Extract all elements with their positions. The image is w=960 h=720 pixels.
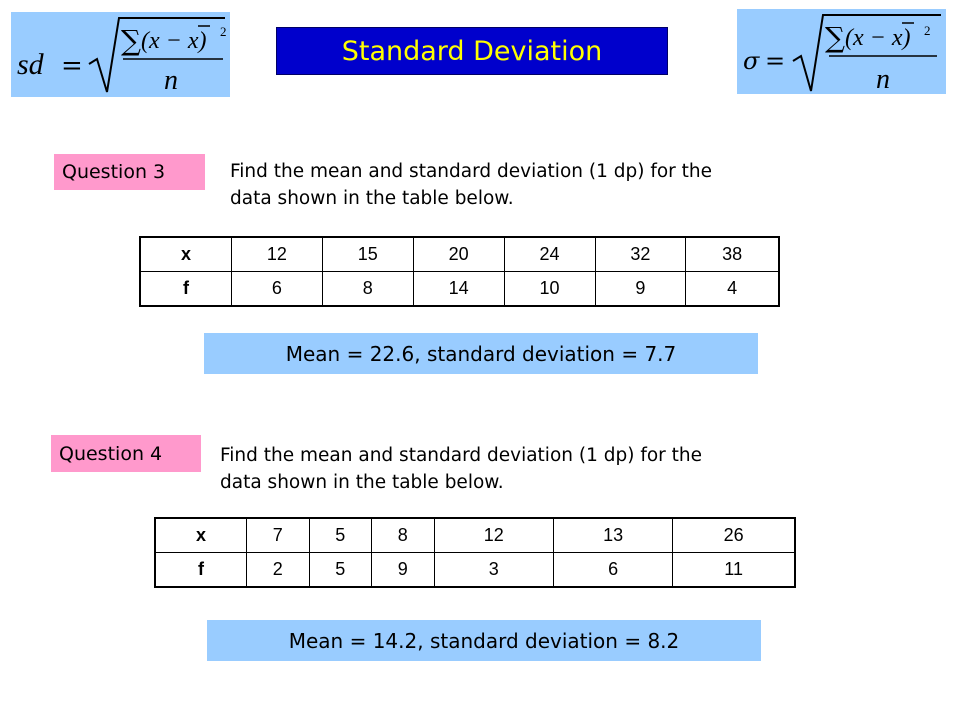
question4-table (154, 517, 796, 588)
table-cell: 12 (232, 237, 323, 272)
row-header-x: x (155, 518, 247, 553)
table-cell: 2 (247, 553, 310, 588)
table-row-x (140, 237, 779, 272)
formula-symbol: σ (743, 47, 760, 75)
svg-text:(x − x): (x − x) (141, 28, 207, 54)
table-row-x (155, 518, 795, 553)
table-cell: 26 (673, 518, 795, 553)
question4-answer: Mean = 14.2, standard deviation = 8.2 (207, 620, 761, 661)
svg-text:=: = (765, 47, 786, 75)
svg-text:∑: ∑ (121, 24, 141, 57)
question3-text-line1: Find the mean and standard deviation (1 dp) for the (230, 161, 712, 182)
table-cell: 6 (553, 553, 672, 588)
title-banner (276, 27, 668, 75)
table-cell: 32 (595, 237, 686, 272)
question3-answer: Mean = 22.6, standard deviation = 7.7 (204, 333, 758, 374)
table-cell: 20 (413, 237, 504, 272)
table-cell: 13 (553, 518, 672, 553)
question3-text-line2: data shown in the table below. (230, 188, 514, 209)
row-header-f: f (140, 272, 232, 307)
table-cell: 8 (322, 272, 413, 307)
svg-text:2: 2 (220, 24, 227, 39)
table-cell: 9 (595, 272, 686, 307)
question4-label: Question 4 (51, 435, 201, 472)
row-header-f: f (155, 553, 247, 588)
question3-label: Question 3 (54, 154, 205, 190)
svg-text:∑: ∑ (825, 21, 845, 54)
question4-text (220, 442, 820, 496)
question3-table (139, 236, 780, 307)
table-cell: 3 (434, 553, 553, 588)
table-cell: 5 (309, 518, 372, 553)
table-cell: 8 (372, 518, 435, 553)
table-cell: 38 (686, 237, 779, 272)
table-cell: 6 (232, 272, 323, 307)
formula-symbol: sd (17, 48, 44, 81)
formula-denominator: n (876, 64, 890, 94)
table-cell: 15 (322, 237, 413, 272)
table-row-f (155, 553, 795, 588)
formula-sigma (737, 9, 946, 94)
table-cell: 14 (413, 272, 504, 307)
table-cell: 5 (309, 553, 372, 588)
page-title: Standard Deviation (341, 35, 603, 67)
svg-text:(x − x): (x − x) (845, 25, 911, 51)
table-cell: 11 (673, 553, 795, 588)
row-header-x: x (140, 237, 232, 272)
formula-sd (11, 12, 230, 97)
table-row-f (140, 272, 779, 307)
svg-text:=: = (61, 51, 83, 81)
table-cell: 24 (504, 237, 595, 272)
formula-denominator: n (164, 65, 178, 96)
question3-text (230, 158, 830, 212)
question4-text-line2: data shown in the table below. (220, 472, 504, 493)
svg-text:2: 2 (924, 23, 931, 38)
table-cell: 9 (372, 553, 435, 588)
table-cell: 7 (247, 518, 310, 553)
table-cell: 12 (434, 518, 553, 553)
table-cell: 4 (686, 272, 779, 307)
question4-text-line1: Find the mean and standard deviation (1 dp) for the (220, 445, 702, 466)
table-cell: 10 (504, 272, 595, 307)
